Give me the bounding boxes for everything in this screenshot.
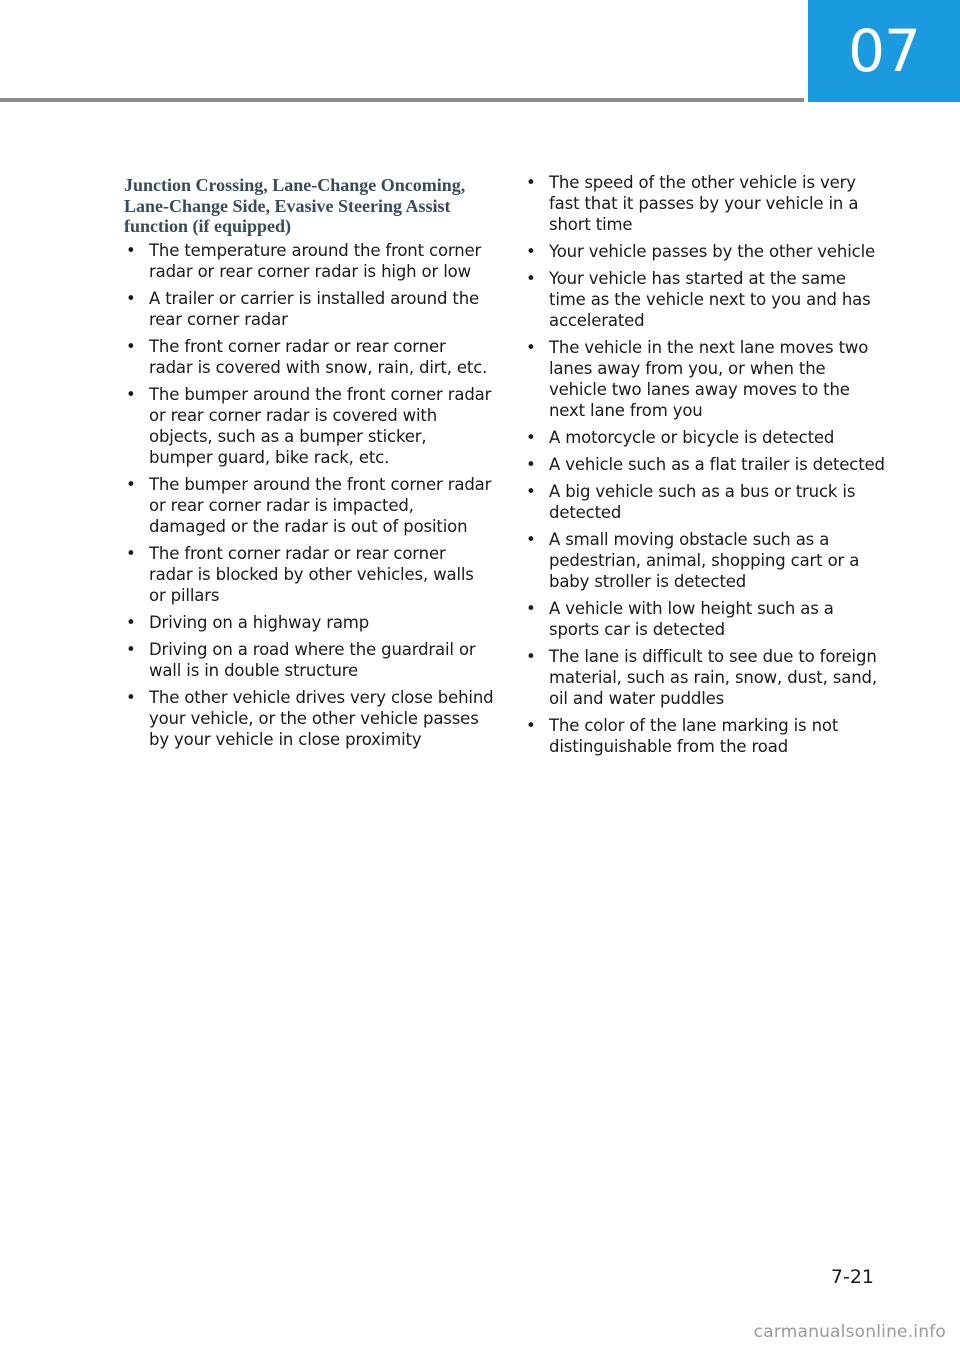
bullet-icon: • [526,482,536,501]
bullet-icon: • [526,428,536,447]
section-heading: Junction Crossing, Lane-Change Oncoming, Lane-Change Side, Evasive Steering Assist function (if equipped) [124,175,466,236]
bullet-icon: • [526,599,536,618]
list-item: • A big vehicle such as a bus or truck is detected [526,482,856,522]
bullet-icon: • [526,530,536,549]
list-item: • The lane is difficult to see due to foreign material, such as rain, snow, dust, sand, oil and water puddles [526,647,877,708]
bullet-icon: • [126,474,136,494]
list-item: • The speed of the other vehicle is very fast that it passes by your vehicle in a short time [526,173,859,234]
bullet-icon: • [526,647,536,666]
list-item: • A vehicle such as a flat trailer is detected [526,455,885,474]
header-rule [0,98,804,102]
right-column [524,172,886,763]
list-item: • The front corner radar or rear corner radar is covered with snow, rain, dirt, etc. [126,336,488,377]
bullet-icon: • [126,336,136,356]
bullet-icon: • [526,269,536,288]
bullet-icon: • [526,338,536,357]
list-item: • The front corner radar or rear corner radar is blocked by other vehicles, walls or pillars [126,543,474,605]
bullet-icon: • [526,173,536,192]
left-bullet-list [124,240,494,750]
bullet-icon: • [526,455,536,474]
left-column [124,172,494,756]
list-item: • The bumper around the front corner radar or rear corner radar is covered with objects, such as a bumper sticker, bumper guard, bike rack, etc. [126,384,492,467]
chapter-number: 07 [848,17,920,85]
list-item: • The color of the lane marking is not distinguishable from the road [526,716,839,756]
list-item: • A motorcycle or bicycle is detected [526,428,835,447]
list-item: • Driving on a road where the guardrail or wall is in double structure [126,639,476,680]
list-item: • A vehicle with low height such as a sports car is detected [526,599,834,639]
bullet-icon: • [126,543,136,563]
list-item: • Driving on a highway ramp [126,612,370,632]
bullet-icon: • [126,639,136,659]
list-item: • A small moving obstacle such as a pedestrian, animal, shopping cart or a baby stroller is detected [526,530,860,591]
page-number: 7-21 [830,1266,874,1288]
bullet-icon: • [126,687,136,707]
list-item: • A trailer or carrier is installed around the rear corner radar [126,288,480,329]
chapter-tab [808,0,960,102]
list-item: • The temperature around the front corner radar or rear corner radar is high or low [126,240,482,281]
bullet-icon: • [526,716,536,735]
list-item: • The bumper around the front corner radar or rear corner radar is impacted, damaged or the radar is out of position [126,474,492,536]
bullet-icon: • [126,612,136,632]
bullet-icon: • [126,240,136,260]
bullet-icon: • [526,242,536,261]
list-item: • Your vehicle passes by the other vehicle [526,242,876,261]
watermark-link[interactable]: carmanualsonline.info [753,1322,946,1342]
list-item: • Your vehicle has started at the same time as the vehicle next to you and has accelerated [526,269,871,330]
right-bullet-list [524,172,886,757]
bullet-icon: • [126,288,136,308]
list-item: • The other vehicle drives very close behind your vehicle, or the other vehicle passes by your vehicle in close proximity [126,687,494,749]
bullet-icon: • [126,384,136,404]
list-item: • The vehicle in the next lane moves two lanes away from you, or when the vehicle two lanes away moves to the next lane from you [526,338,869,420]
